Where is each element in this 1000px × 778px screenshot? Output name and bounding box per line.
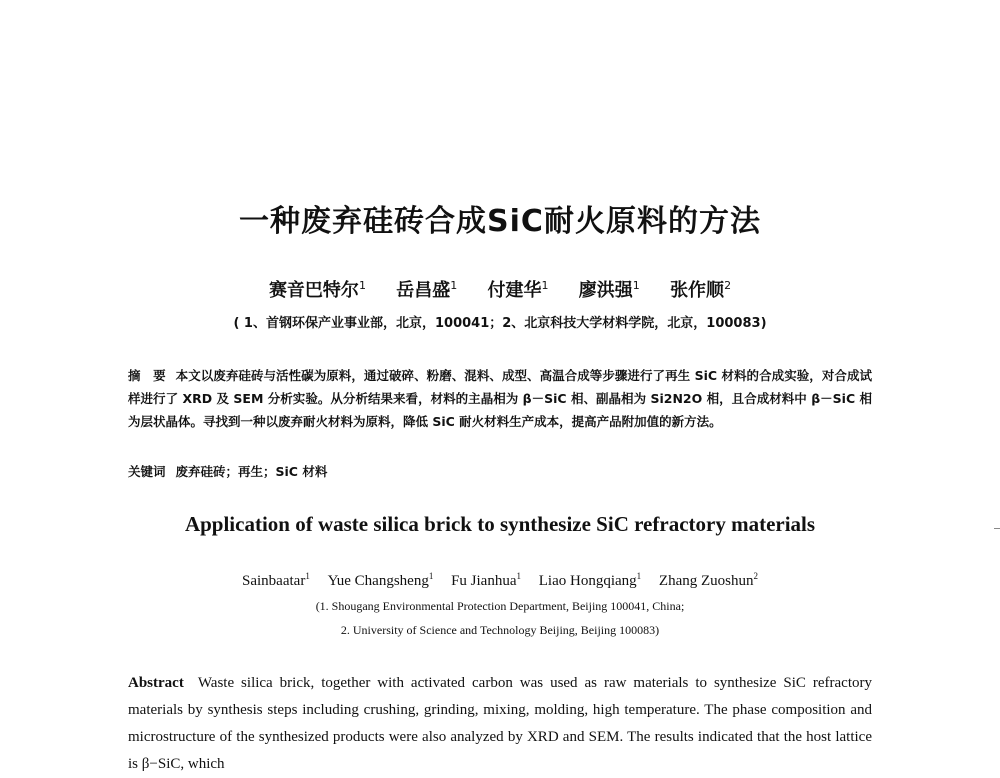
chinese-author <box>488 280 549 301</box>
english-author <box>659 573 758 589</box>
author-affiliation-mark: 1 <box>358 279 366 292</box>
author-affiliation-mark: 1 <box>428 571 434 581</box>
english-author <box>539 573 641 589</box>
author-affiliation-mark: 1 <box>305 571 310 581</box>
chinese-author <box>579 280 640 301</box>
scan-edge-mark <box>994 528 1000 529</box>
author-affiliation-mark: 2 <box>753 571 758 581</box>
english-author <box>242 573 310 589</box>
chinese-author <box>670 280 731 301</box>
english-title: Application of waste silica brick to synthesize SiC refractory materials <box>184 512 816 536</box>
author-affiliation-mark: 1 <box>516 571 521 581</box>
chinese-keywords-label: 关键词 <box>128 464 166 479</box>
author-name: Liao Hongqiang <box>538 573 637 589</box>
chinese-abstract-label: 摘 要 <box>128 368 166 383</box>
chinese-abstract <box>128 364 872 433</box>
author-name: Fu Jianhua <box>451 573 517 589</box>
chinese-abstract-text: 本文以废弃硅砖与活性碳为原料，通过破碎、粉磨、混料、成型、高温合成等步骤进行了再生 SiC 材料的合成实验，对合成试样进行了 XRD 及 SEM 分析实验。从分析结果来看，材料的主晶相为 β－SiC 相、副晶相为 Si2N2O 相，且合成材料中 β－SiC 相为层状晶体。寻找到一种以废弃耐火材料为原料，降低 SiC 耐火材料生产成本，提高产品附加值的新方法。 <box>128 368 872 429</box>
author-affiliation-mark: 1 <box>541 279 549 292</box>
author-name: 廖洪强 <box>578 280 633 301</box>
english-abstract <box>128 670 872 778</box>
author-name: 岳昌盛 <box>396 280 451 301</box>
english-abstract-label: Abstract <box>128 675 184 691</box>
author-name: 赛音巴特尔 <box>268 280 359 301</box>
chinese-keywords-text: 废弃硅砖；再生；SiC 材料 <box>175 464 328 479</box>
author-affiliation-mark: 1 <box>632 279 640 292</box>
english-affiliation-1: (1. Shougang Environmental Protection Department, Beijing 100041, China; <box>315 599 685 613</box>
english-author-list <box>0 571 1000 590</box>
chinese-keywords <box>128 462 872 480</box>
english-affiliation-2: 2. University of Science and Technology Beijing, Beijing 100083) <box>340 623 660 637</box>
english-abstract-text: Waste silica brick, together with activated carbon was used as raw materials to synthesize SiC refractory materials by synthesis steps including crushing, grinding, mixing, molding, high temperature. The phase composition and microstructure of the synthesized products were also analyzed by XRD and SEM. The results indicated that the host lattice is β−SiC, which <box>128 675 872 772</box>
author-affiliation-mark: 2 <box>724 279 732 292</box>
chinese-affiliation: ( 1、首钢环保产业事业部，北京，100041；2、北京科技大学材料学院，北京，100083) <box>233 316 767 331</box>
author-name: Zhang Zuoshun <box>658 573 754 589</box>
author-affiliation-mark: 1 <box>450 279 458 292</box>
english-author <box>328 573 434 589</box>
chinese-title: 一种废弃硅砖合成SiC耐火原料的方法 <box>239 204 761 239</box>
author-affiliation-mark: 1 <box>636 571 642 581</box>
english-author <box>451 573 521 589</box>
chinese-author <box>396 280 457 301</box>
author-name: 付建华 <box>487 280 542 301</box>
author-name: Sainbaatar <box>242 573 306 589</box>
author-name: 张作顺 <box>670 280 725 301</box>
chinese-author-list <box>0 276 1000 302</box>
author-name: Yue Changsheng <box>327 573 429 589</box>
chinese-author <box>269 280 366 301</box>
